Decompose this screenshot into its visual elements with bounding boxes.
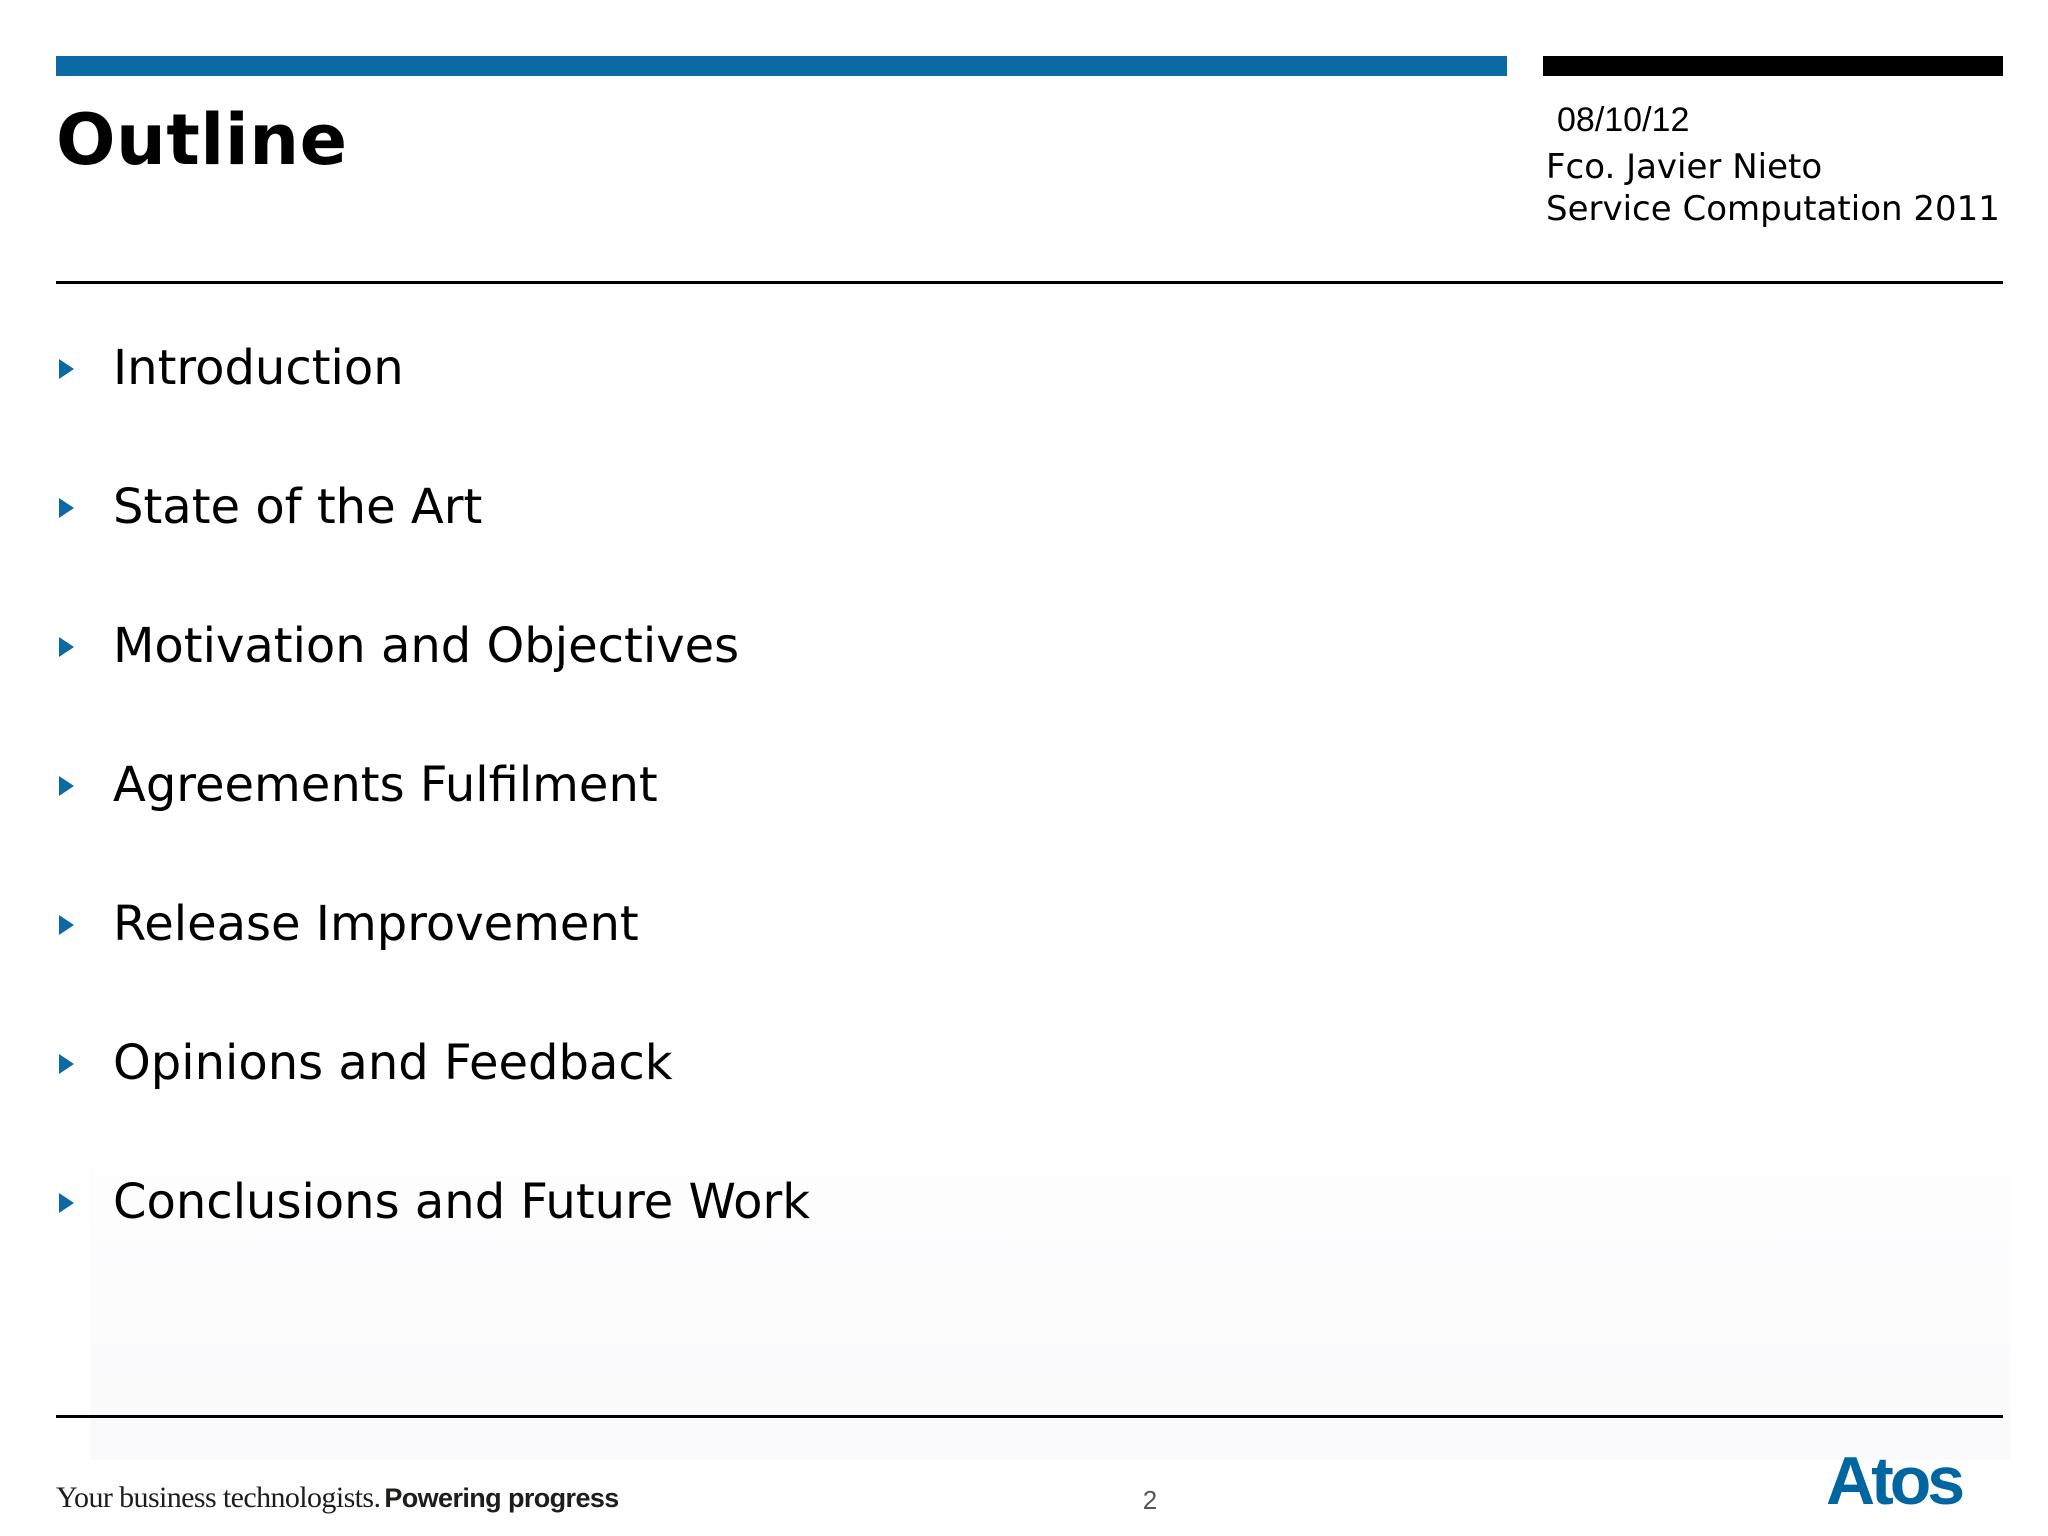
header-divider (56, 281, 2003, 284)
outline-item-motivation-objectives (56, 608, 1556, 747)
slide-date: 08/10/12 (1557, 101, 1690, 139)
outline-item-agreements-fulfilment (56, 747, 1556, 886)
outline-item-state-of-the-art (56, 469, 1556, 608)
slide-event: Service Computation 2011 (1546, 189, 2000, 229)
atos-logo-text: Atos (1826, 1444, 1962, 1516)
atos-logo (1826, 1444, 2006, 1516)
header-meta-bar (1543, 56, 2003, 76)
triangle-bullet-icon (59, 776, 74, 796)
tagline-primary: Your business technologists. (56, 1481, 381, 1514)
triangle-bullet-icon (59, 915, 74, 935)
slide-title: Outline (56, 99, 348, 181)
footer-divider (56, 1415, 2003, 1418)
outline-item-introduction (56, 330, 1556, 469)
header-accent-bar (56, 56, 1507, 76)
outline-item-conclusions-future-work (56, 1164, 1556, 1303)
outline-item-label: Conclusions and Future Work (113, 1174, 811, 1230)
outline-item-label: Motivation and Objectives (113, 618, 740, 674)
footer-tagline (56, 1478, 619, 1518)
outline-list (56, 330, 1556, 1303)
outline-item-release-improvement (56, 886, 1556, 1025)
outline-item-label: Introduction (113, 340, 404, 396)
outline-item-label: Agreements Fulfilment (113, 757, 658, 813)
slide-author: Fco. Javier Nieto (1546, 147, 1823, 187)
outline-item-label: State of the Art (113, 479, 483, 535)
tagline-emphasis: Powering progress (384, 1483, 619, 1513)
triangle-bullet-icon (59, 1054, 74, 1074)
page-number: 2 (1142, 1485, 1158, 1515)
triangle-bullet-icon (59, 359, 74, 379)
outline-item-label: Opinions and Feedback (113, 1035, 673, 1091)
triangle-bullet-icon (59, 498, 74, 518)
outline-item-opinions-feedback (56, 1025, 1556, 1164)
triangle-bullet-icon (59, 1193, 74, 1213)
outline-item-label: Release Improvement (113, 896, 639, 952)
triangle-bullet-icon (59, 637, 74, 657)
